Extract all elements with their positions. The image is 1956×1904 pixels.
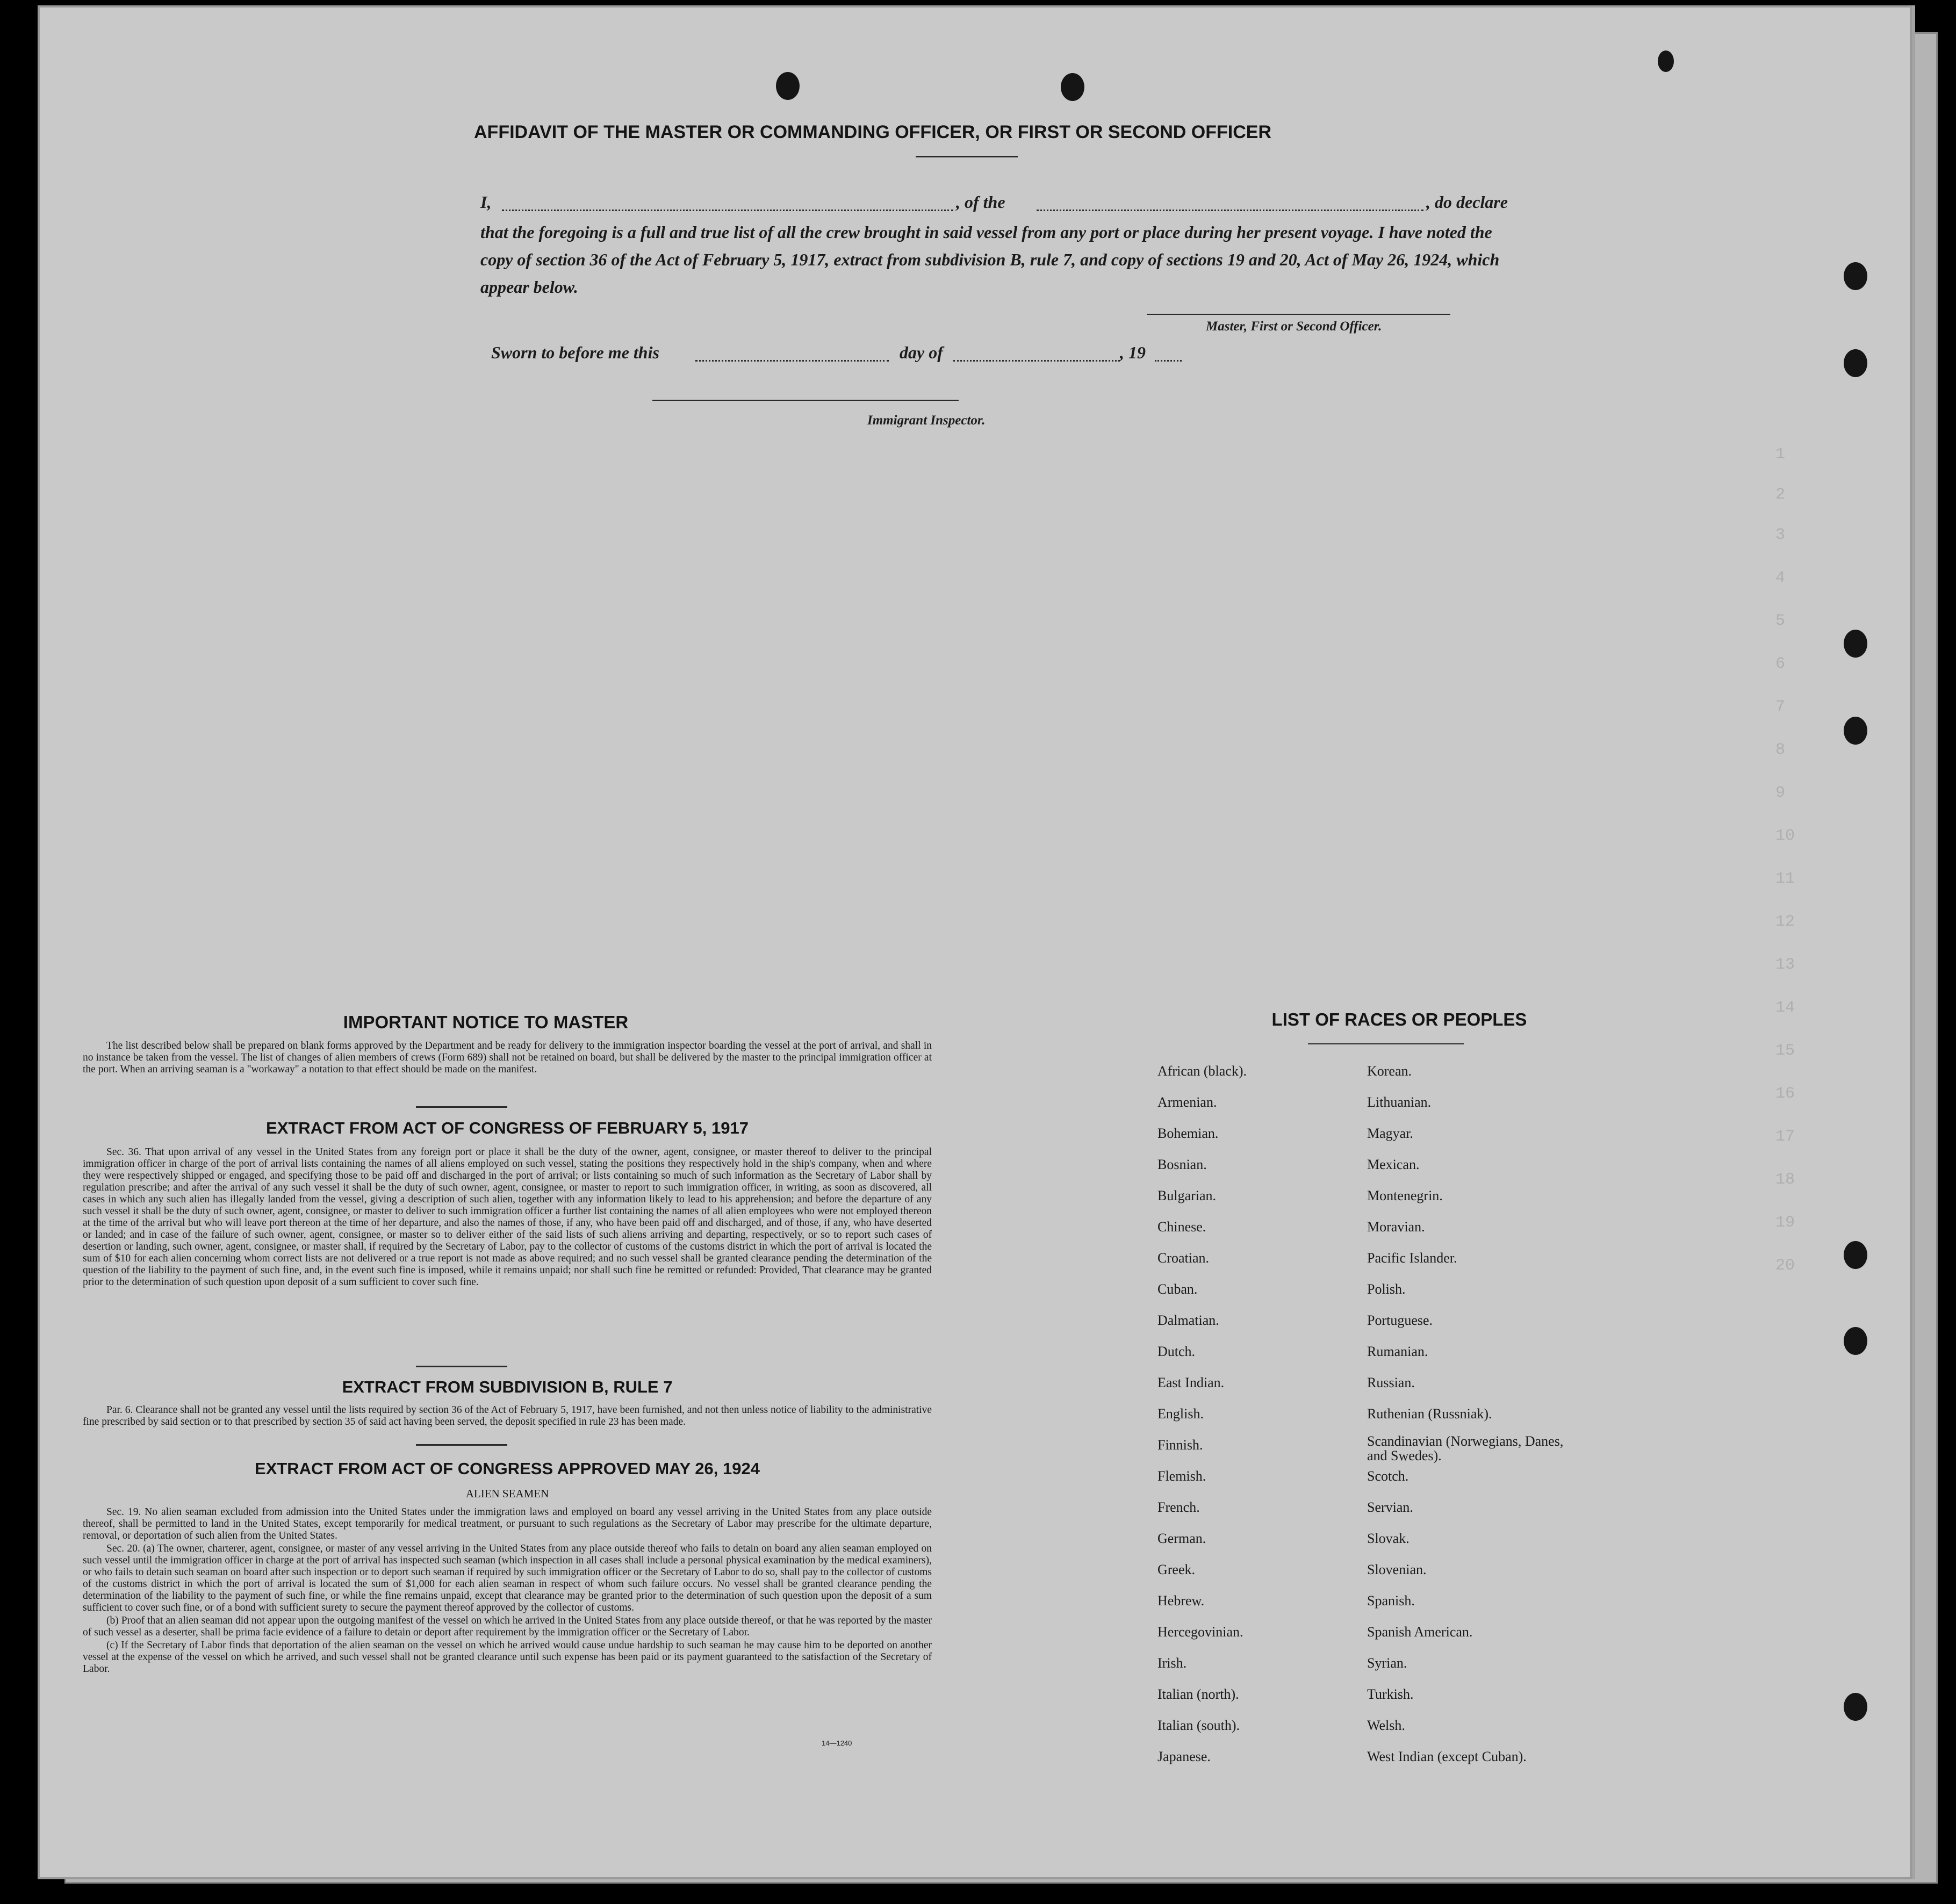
punch-hole <box>1844 1327 1867 1355</box>
race-item: German. <box>1157 1531 1206 1546</box>
act-1917-heading: EXTRACT FROM ACT OF CONGRESS OF FEBRUARY 5, 1917 <box>266 1119 749 1137</box>
race-item: East Indian. <box>1157 1375 1225 1390</box>
race-item: Bulgarian. <box>1157 1188 1217 1203</box>
race-item: Pacific Islander. <box>1367 1250 1457 1266</box>
punch-hole <box>1844 1693 1867 1721</box>
race-item: Hebrew. <box>1157 1593 1205 1609</box>
race-item: Spanish. <box>1367 1593 1415 1609</box>
punch-hole <box>1844 1241 1867 1269</box>
notice-paragraph: The list described below shall be prepared on blank forms approved by the Department and be ready for delivery to the immigration inspector boarding the vessel at the port of arrival, and shall in no instance be taken from the vessel. The list of changes of alien members of crews (Form 689) shall not be retained on board, but shall be delivered by the master to the principal immigration officer at the port. When an arriving seaman is a "workaway" a notation to that effect should be made on the manifest. <box>83 1040 932 1075</box>
declaration-of-the: , of the <box>956 192 1005 212</box>
race-item: Japanese. <box>1157 1749 1211 1764</box>
sworn-year-blank[interactable] <box>1155 360 1182 362</box>
race-item: Polish. <box>1367 1281 1406 1297</box>
sworn-day-blank[interactable] <box>695 360 889 362</box>
race-item: Cuban. <box>1157 1281 1198 1297</box>
race-item: Magyar. <box>1367 1126 1413 1141</box>
declaration-i: I, <box>480 192 492 212</box>
punch-hole <box>776 72 800 100</box>
punch-hole <box>1658 51 1674 72</box>
sworn-label: Sworn to before me this <box>491 343 659 362</box>
race-item: Irish. <box>1157 1655 1187 1671</box>
race-item: Slovak. <box>1367 1531 1410 1546</box>
race-item: Finnish. <box>1157 1437 1203 1453</box>
section-20a-paragraph: Sec. 20. (a) The owner, charterer, agent, consignee, or master of any vessel arriving in the United States from any place outside thereof who fails to detain on board any alien seaman employed on such vessel until the immigration officer in charge at the port of arrival has inspected such seaman (which inspection in all cases shall include a personal physical examination by the medical examiners), or who fails to detain such seaman on board after such inspection or to deport such seaman if required by such immigration officer or the Secretary of Labor to do so, shall pay to the collector of customs of the customs district in which the port of arrival is located the sum of $1,000 for each alien seaman in respect of whom such failure occurs. No vessel shall be granted clearance pending the determination of the liability to the payment of such fine, or while the fine remains unpaid, except that clearance may be granted prior to the determination of such question upon the deposit of a sum sufficient to cover such fine, or of a bond with sufficient surety to secure the payment thereof approved by the collector of customs. <box>83 1543 932 1613</box>
race-item: Croatian. <box>1157 1250 1210 1266</box>
race-item: Bosnian. <box>1157 1157 1207 1172</box>
race-item: Hercegovinian. <box>1157 1624 1243 1640</box>
race-item: Dutch. <box>1157 1344 1196 1359</box>
act-1917-text <box>83 1146 932 1289</box>
punch-hole <box>1844 262 1867 290</box>
race-item: Italian (south). <box>1157 1718 1240 1733</box>
race-item: Scotch. <box>1367 1468 1409 1484</box>
race-item: Spanish American. <box>1367 1624 1473 1640</box>
section-rule <box>416 1366 507 1367</box>
race-item: Syrian. <box>1367 1655 1407 1671</box>
race-item: Lithuanian. <box>1367 1094 1432 1110</box>
race-item: Armenian. <box>1157 1094 1217 1110</box>
declaration-do-declare: , do declare <box>1426 192 1508 212</box>
race-item: Servian. <box>1367 1499 1413 1515</box>
year-prefix: , 19 <box>1120 343 1146 362</box>
race-item: Montenegrin. <box>1367 1188 1443 1203</box>
race-item: Scandinavian (Norwegians, Danes, and Swedes). <box>1367 1433 1564 1463</box>
vessel-blank[interactable] <box>1037 210 1423 211</box>
section-rule <box>416 1106 507 1108</box>
act-1924-text <box>83 1506 932 1676</box>
act-1924-heading: EXTRACT FROM ACT OF CONGRESS APPROVED MAY 26, 1924 <box>255 1459 760 1478</box>
race-item: Welsh. <box>1367 1718 1405 1733</box>
signature-label: Master, First or Second Officer. <box>1206 319 1382 334</box>
race-item: Korean. <box>1367 1063 1412 1079</box>
races-rule <box>1308 1043 1464 1044</box>
sworn-line <box>491 341 1297 367</box>
race-item: Greek. <box>1157 1562 1196 1577</box>
race-item: Dalmatian. <box>1157 1312 1219 1328</box>
affidavit-declaration <box>480 190 1528 218</box>
rule-7-heading: EXTRACT FROM SUBDIVISION B, RULE 7 <box>342 1377 673 1396</box>
section-20c-paragraph: (c) If the Secretary of Labor finds that deportation of the alien seaman on the vessel on which he arrived would cause undue hardship to such seaman he may cause him to be deported on another vessel at the expense of the vessel on which he arrived, and such vessel shall not be granted clearance until such expense has been paid or its payment guaranteed to the satisfaction of the Secretary of Labor. <box>83 1640 932 1675</box>
section-20b-paragraph: (b) Proof that an alien seaman did not appear upon the outgoing manifest of the vessel on which he arrived in the United States from any place outside thereof, or that he was reported by the master of such vessel as a deserter, shall be prima facie evidence of a failure to detain or deport after requirement by the immigration officer or the Secretary of Labor. <box>83 1615 932 1638</box>
race-item: Rumanian. <box>1367 1344 1428 1359</box>
section-rule <box>416 1444 507 1446</box>
race-item: Chinese. <box>1157 1219 1206 1235</box>
affidavit-body: that the foregoing is a full and true list of all the crew brought in said vessel from any port or place during her present voyage. I have noted the copy of section 36 of the Act of February 5, 1917, extract from subdivision B, rule 7, and copy of sections 19 and 20, Act of May 26, 1924, which appear below. <box>480 222 1500 297</box>
notice-text <box>83 1040 932 1077</box>
races-heading: LIST OF RACES OR PEOPLES <box>1271 1009 1527 1029</box>
rule-7-text <box>83 1404 932 1429</box>
document-page: 1 2 3 4 5 6 7 8 9 10 11 12 13 14 15 16 17 18 19 20 AFFIDAVIT OF THE MASTER OR COMMANDING OFFICER, OR FIRST OR SECOND OFFICER I, , of the , do declare that the foregoing is a full and true list of all the crew brought in said vessel from any port or place during her present voyage. I have noted the copy of section 36 of the Act of February 5, 1917, extract from subdivision B, rule 7, and copy of sections 19 and 20, Act of May 26, 1924, which appear below. Master, First or Second Officer. Sworn to before me this day of , 19 Immigrant Inspector. IMPORTANT NOTICE TO MASTER The list described below shall be prepared on blank forms approved by the Department and be ready for delivery to the immigration inspector boarding the vessel at the port of arrival, and shall in no instance be taken from the vessel. The list of changes of alien members of crews (Form 689) shall not be retained on board, but shall be delivered by the master to the principal immigration officer at the port. When an arriving seaman is a "workaway" a notation to that effect should be made on the manifest. EXTRACT FROM ACT OF CONGRESS OF FEBRUARY 5, 1917 Sec. 36. That upon arrival of any vessel in the United States from any foreign port or place it shall be the duty of the owner, agent, consignee, or master thereof to deliver to the principal immigration officer in charge of the port of arrival lists containing the names of all aliens employed on such vessel, stating the positions they respectively hold in the ship's company, when and where they were respectively shipped or engaged, and specifying those to be paid off and discharged in the port of arrival; or lists containing so much of such information as the Secretary of Labor shall by regulation prescribe; and after the arrival of any such vessel it shall be the duty of such owner, agent, consignee, or master to report to such immigration officer, in writing, as soon as discovered, all cases in which any such alien has illegally landed from the vessel, giving a description of such alien, together with any information likely to lead to his apprehension; and before the departure of any such vessel it shall be the duty of such owner, agent, consignee, or master to deliver to such immigration officer a further list containing the names of all alien employees who were not employed thereon at the time of the arrival but who will leave port thereon at the time of her departure, and also the names of those, if any, who have been paid off and discharged, and of those, if any, who have deserted or landed; and in case of the failure of such owner, agent, consignee, or master so to deliver either of the said lists of such aliens arriving and departing, respectively, or so to report such cases of desertion or landing, such owner, agent, consignee, or master shall, if required by the Secretary of Labor, pay to the collector of customs of the customs district in which the port of arrival is located the sum of $10 for each alien concerning whom correct lists are not delivered or a true report is not made as above required; and no such vessel shall be granted clearance pending the determination of the question of the liability to the payment of such fine, and, in the event such fine is imposed, while it remains unpaid; nor shall such fine be remitted or refunded: Provided, That clearance may be granted prior to the determination of such question upon deposit of a sum sufficient to cover such fine. EXTRACT FROM SUBDIVISION B, RULE 7 Par. 6. Clearance shall not be granted any vessel until the lists required by section 36 of the Act of February 5, 1917, have been furnished, and not then unless notice of liability to the administrative fine prescribed by said section or to that prescribed by section 35 of said act having been served, the deposit specified in rule 23 has been made. EXTRACT FROM ACT OF CONGRESS APPROVED MAY 26, 1924 ALIEN SEAMEN Sec. 19. No alien seaman excluded from admission into the United States under the immigration laws and employed on board any vessel arriving in the United States from any place outside thereof, shall be permitted to land in the United States, except temporarily for medical treatment, or pursuant to such regulations as the Secretary of Labor may prescribe for the ultimate departure, removal, or deportation of such alien from the United States. Sec. 20. (a) The owner, charterer, agent, consignee, or master of any vessel arriving in the United States from any place outside thereof who fails to detain on board any alien seaman employed on such vessel until the immigration officer in charge at the port of arrival has inspected such seaman (which inspection in all cases shall include a personal physical examination by the medical examiners), or who fails to detain such seaman on board after such inspection or to deport such seaman if required by such immigration officer or the Secretary of Labor to do so, shall pay to the collector of customs of the customs district in which the port of arrival is located the sum of $1,000 for each alien seaman in respect of whom such failure occurs. No vessel shall be granted clearance pending the determination of the liability to the payment of such fine, or while the fine remains unpaid, except that clearance may be granted prior to the determination of such question upon the deposit of a sum sufficient to cover such fine, or of a bond with sufficient surety to secure the payment thereof approved by the collector of customs. (b) Proof that an alien seaman did not appear upon the outgoing manifest of the vessel on which he arrived in the United States from any place outside thereof, or that he was reported by the master of such vessel as a deserter, shall be prima facie evidence of a failure to detain or deport after requirement by the immigration officer or the Secretary of Labor. (c) If the Secretary of Labor finds that deportation of the alien seaman on the vessel on which he arrived would cause undue hardship to such seaman he may cause him to be deported on another vessel at the expense of the vessel on which he arrived, and such vessel shall not be granted clearance until such expense has been paid or its payment guaranteed to the satisfaction of the Secretary of Labor. 14—1240 LIST OF RACES OR PEOPLES African (black). Armenian. Bohemian. Bosnian. Bulgarian. Chinese. Croatian. Cuban. Dalmatian. Dutch. East Indian. English. Finnish. Flemish. French. German. Greek. Hebrew. Hercegovinian. Irish. Italian (north). Italian (south). Japanese. Korean. Lithuanian. Magyar. Mexican. Montenegrin. Moravian. Pacific Islander. Polish. Portuguese. Rumanian. Russian. Ruthenian (Russniak). Scandinavian (Norwegians, Danes, and Swedes). Scotch. Servian. Slovak. Slovenian. Spanish. Spanish American. Syrian. Turkish. Welsh. West Indian (except Cuban). <box>38 5 1912 1879</box>
race-item: Turkish. <box>1367 1686 1414 1702</box>
race-item: Moravian. <box>1367 1219 1425 1235</box>
day-of-label: day of <box>900 343 943 362</box>
paragraph-6: Par. 6. Clearance shall not be granted any vessel until the lists required by section 36 of the Act of February 5, 1917, have been furnished, and not then unless notice of liability to the administrative fine prescribed by said section or to that prescribed by section 35 of said act having been served, the deposit specified in rule 23 has been made. <box>83 1404 932 1427</box>
notice-heading: IMPORTANT NOTICE TO MASTER <box>343 1012 629 1032</box>
inspector-label: Immigrant Inspector. <box>867 413 986 428</box>
alien-seamen-subheading: ALIEN SEAMEN <box>465 1487 549 1500</box>
race-item: Portuguese. <box>1367 1312 1433 1328</box>
race-item: West Indian (except Cuban). <box>1367 1749 1527 1764</box>
affidavit-heading: AFFIDAVIT OF THE MASTER OR COMMANDING OFFICER, OR FIRST OR SECOND OFFICER <box>474 122 1271 142</box>
name-blank[interactable] <box>502 210 953 211</box>
signature-line[interactable] <box>1147 314 1450 315</box>
race-item: Bohemian. <box>1157 1126 1219 1141</box>
race-item: Flemish. <box>1157 1468 1206 1484</box>
race-item: Mexican. <box>1367 1157 1420 1172</box>
inspector-signature-line[interactable] <box>652 400 959 401</box>
heading-rule <box>916 156 1018 157</box>
sworn-month-blank[interactable] <box>953 360 1120 362</box>
race-item: Russian. <box>1367 1375 1415 1390</box>
race-item: English. <box>1157 1406 1204 1422</box>
punch-hole <box>1844 349 1867 377</box>
race-item: French. <box>1157 1499 1200 1515</box>
section-36-paragraph: Sec. 36. That upon arrival of any vessel in the United States from any foreign port or place it shall be the duty of the owner, agent, consignee, or master thereof to deliver to the principal immigration officer in charge of the port of arrival lists containing the names of all aliens employed on such vessel, stating the positions they respectively hold in the ship's company, when and where they were respectively shipped or engaged, and specifying those to be paid off and discharged in the port of arrival; or lists containing so much of such information as the Secretary of Labor shall by regulation prescribe; and after the arrival of any such vessel it shall be the duty of such owner, agent, consignee, or master to report to such immigration officer, in writing, as soon as discovered, all cases in which any such alien has illegally landed from the vessel, giving a description of such alien, together with any information likely to lead to his apprehension; and before the departure of any such vessel it shall be the duty of such owner, agent, consignee, or master to deliver to such immigration officer a further list containing the names of all alien employees who were not employed thereon at the time of the arrival but who will leave port thereon at the time of her departure, and also the names of those, if any, who have been paid off and discharged, and of those, if any, who have deserted or landed; and in case of the failure of such owner, agent, consignee, or master so to deliver either of the said lists of such aliens arriving and departing, respectively, or so to report such cases of desertion or landing, such owner, agent, consignee, or master shall, if required by the Secretary of Labor, pay to the collector of customs of the customs district in which the port of arrival is located the sum of $10 for each alien concerning whom correct lists are not delivered or a true report is not made as above required; and no such vessel shall be granted clearance pending the determination of the question of the liability to the payment of such fine, and, in the event such fine is imposed, while it remains unpaid; nor shall such fine be remitted or refunded: Provided, That clearance may be granted prior to the determination of such question upon deposit of a sum sufficient to cover such fine. <box>83 1146 932 1288</box>
race-item: Slovenian. <box>1367 1562 1427 1577</box>
form-number: 14—1240 <box>822 1739 852 1747</box>
section-19-paragraph: Sec. 19. No alien seaman excluded from admission into the United States under the immigration laws and employed on board any vessel arriving in the United States from any place outside thereof, shall be permitted to land in the United States, except temporarily for medical treatment, or pursuant to such regulations as the Secretary of Labor may prescribe for the ultimate departure, removal, or deportation of such alien from the United States. <box>83 1506 932 1541</box>
race-item: African (black). <box>1157 1063 1247 1079</box>
punch-hole <box>1844 630 1867 658</box>
race-item: Ruthenian (Russniak). <box>1367 1406 1492 1422</box>
punch-hole <box>1844 717 1867 745</box>
punch-hole <box>1061 73 1084 101</box>
race-item: Italian (north). <box>1157 1686 1239 1702</box>
